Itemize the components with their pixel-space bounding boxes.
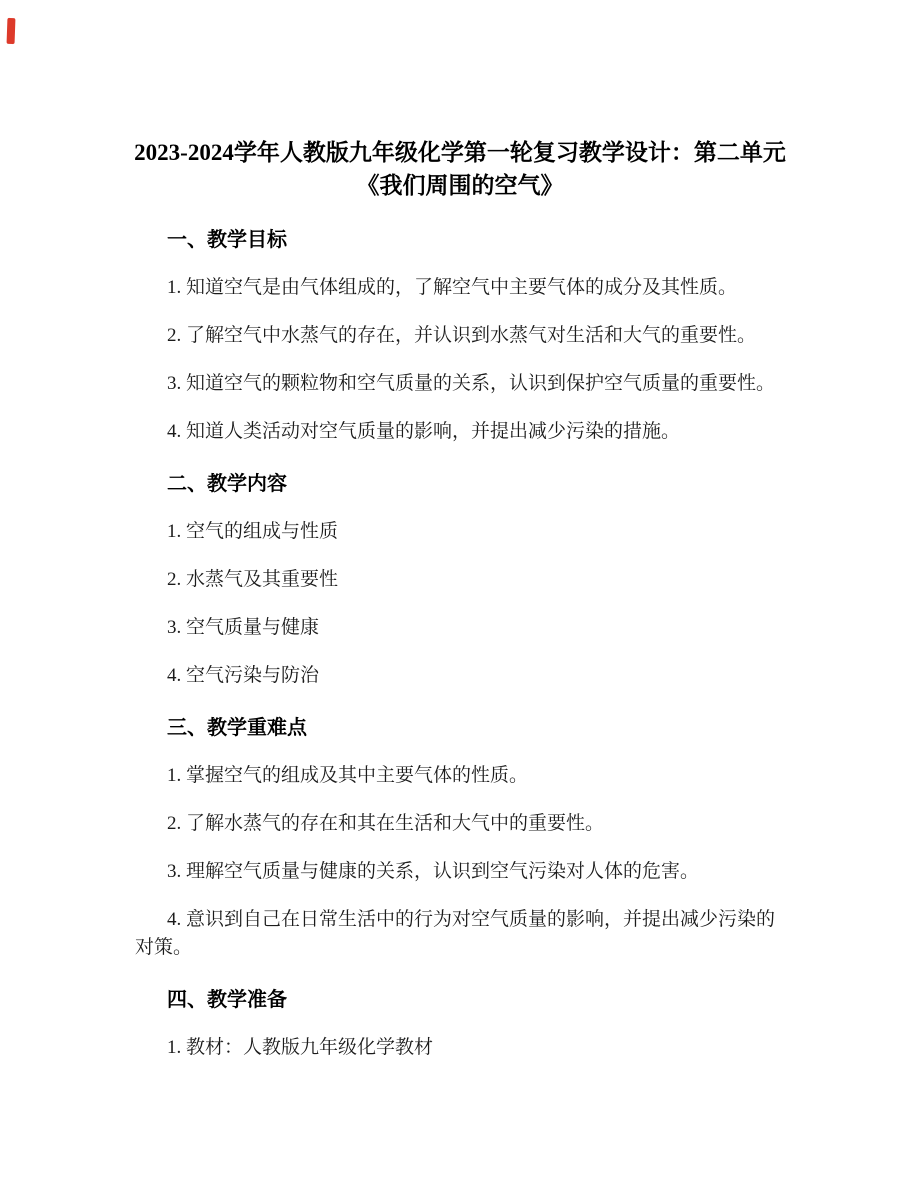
list-item: 1. 空气的组成与性质 xyxy=(167,521,339,542)
list-item: 3. 空气质量与健康 xyxy=(167,617,320,638)
list-item: 1. 知道空气是由气体组成的，了解空气中主要气体的成分及其性质。 xyxy=(167,277,738,298)
list-item: 1. 掌握空气的组成及其中主要气体的性质。 xyxy=(167,765,529,786)
document-title xyxy=(60,136,860,202)
list-item: 3. 知道空气的颗粒物和空气质量的关系，认识到保护空气质量的重要性。 xyxy=(167,373,776,394)
list-item: 4. 意识到自己在日常生活中的行为对空气质量的影响，并提出减少污染的对策。 xyxy=(135,909,776,958)
list-item: 2. 了解水蒸气的存在和其在生活和大气中的重要性。 xyxy=(167,813,605,834)
list-item: 4. 知道人类活动对空气质量的影响，并提出减少污染的措施。 xyxy=(167,421,681,442)
list-item: 3. 理解空气质量与健康的关系，认识到空气污染对人体的危害。 xyxy=(167,861,700,882)
document-body xyxy=(0,226,920,1062)
title-line-1: 2023-2024学年人教版九年级化学第一轮复习教学设计：第二单元 xyxy=(134,140,786,165)
red-corner-mark xyxy=(7,18,16,44)
list-item: 2. 水蒸气及其重要性 xyxy=(167,569,339,590)
section-heading-key-points: 三、教学重难点 xyxy=(167,717,307,739)
list-item: 1. 教材：人教版九年级化学教材 xyxy=(167,1037,434,1058)
section-heading-content: 二、教学内容 xyxy=(167,473,287,495)
list-item: 4. 空气污染与防治 xyxy=(167,665,320,686)
title-line-2: 《我们周围的空气》 xyxy=(356,173,564,198)
list-item: 2. 了解空气中水蒸气的存在，并认识到水蒸气对生活和大气的重要性。 xyxy=(167,325,757,346)
section-heading-preparation: 四、教学准备 xyxy=(167,989,287,1011)
section-heading-objectives: 一、教学目标 xyxy=(167,229,287,251)
